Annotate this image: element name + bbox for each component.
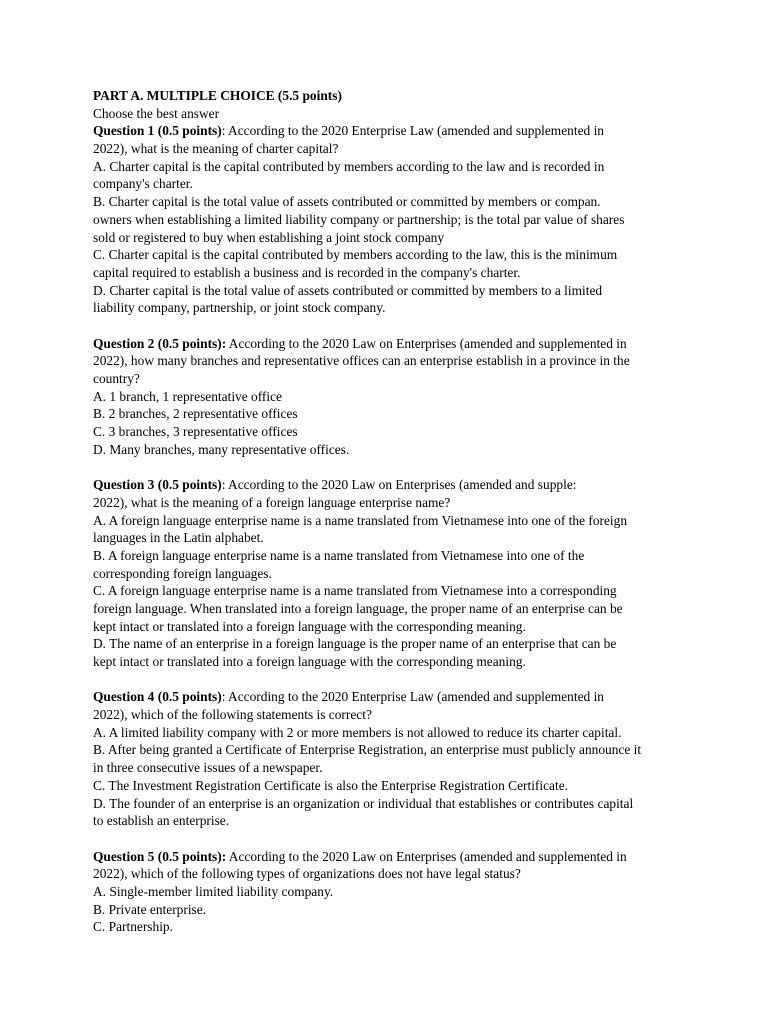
answer-option-line: foreign language. When translated into a foreign language, the proper name of an enterprise can be (93, 600, 623, 616)
question-stem-line (93, 476, 683, 494)
answer-option-line: in three consecutive issues of a newspaper. (93, 760, 323, 776)
answer-option-line: to establish an enterprise. (93, 813, 230, 829)
question-label: Question 2 (0.5 points): (93, 335, 227, 351)
question-text: : According to the 2020 Enterprise Law (amended and supplemented in (221, 123, 604, 139)
answer-option-line: C. 3 branches, 3 representative offices (93, 424, 298, 440)
question-block (93, 848, 683, 936)
question-stem-line: country? (93, 371, 140, 386)
question-spacer (93, 317, 683, 335)
answer-option-line: C. Charter capital is the capital contributed by members according to the law, this is the minimum (93, 247, 618, 263)
answer-option-line: D. Charter capital is the total value of assets contributed or committed by members to a limited (93, 282, 603, 298)
answer-option-line: liability company, partnership, or joint stock company. (93, 300, 386, 316)
answer-option-line: corresponding foreign languages. (93, 565, 272, 581)
answer-option-line: D. Many branches, many representative offices. (93, 441, 350, 457)
answer-option-line: B. Charter capital is the total value of assets contributed or committed by members or compan. (93, 194, 601, 210)
question-block (93, 476, 683, 688)
answer-option-line: A. Single-member limited liability company. (93, 883, 334, 899)
question-block (93, 122, 683, 334)
answer-option-line: B. Private enterprise. (93, 901, 207, 917)
answer-option-line: owners when establishing a limited liability company or partnership; is the total par value of shares (93, 211, 625, 227)
answer-option-line: C. Partnership. (93, 919, 173, 935)
document-page (93, 87, 683, 936)
question-spacer (93, 458, 683, 476)
question-stem-line (93, 335, 683, 353)
question-stem-line: 2022), how many branches and representative offices can an enterprise establish in a province in the (93, 353, 630, 369)
question-stem-line (93, 848, 683, 866)
answer-option-line: languages in the Latin alphabet. (93, 530, 264, 546)
question-stem-line: 2022), what is the meaning of a foreign language enterprise name? (93, 494, 451, 510)
question-text: According to the 2020 Law on Enterprises (amended and supplemented in (226, 848, 627, 864)
answer-option-line: A. Charter capital is the capital contributed by members according to the law and is recorded in (93, 158, 605, 174)
question-label: Question 5 (0.5 points): (93, 848, 227, 864)
answer-option-line: sold or registered to buy when establishing a joint stock company (93, 229, 445, 245)
question-spacer (93, 671, 683, 689)
question-text: : According to the 2020 Law on Enterprises (amended and supple: (221, 477, 577, 493)
answer-option-line: C. The Investment Registration Certificate is also the Enterprise Registration Certificate. (93, 777, 568, 793)
question-label: Question 4 (0.5 points) (93, 689, 222, 705)
question-block (93, 335, 683, 477)
question-stem-line (93, 688, 683, 706)
answer-option-line: capital required to establish a business and is recorded in the company's charter. (93, 264, 521, 280)
question-list (93, 122, 683, 936)
instruction-text: Choose the best answer (93, 105, 220, 121)
answer-option-line: kept intact or translated into a foreign language with the corresponding meaning. (93, 618, 526, 634)
question-stem-line: 2022), which of the following types of organizations does not have legal status? (93, 866, 521, 882)
answer-option-line: A. 1 branch, 1 representative office (93, 388, 282, 404)
question-label: Question 1 (0.5 points) (93, 123, 222, 139)
question-label: Question 3 (0.5 points) (93, 477, 222, 493)
question-stem-line (93, 122, 683, 140)
answer-option-line: B. A foreign language enterprise name is a name translated from Vietnamese into one of the (93, 547, 585, 563)
question-text: : According to the 2020 Enterprise Law (amended and supplemented in (221, 689, 604, 705)
answer-option-line: D. The founder of an enterprise is an organization or individual that establishes or contributes capital (93, 795, 634, 811)
answer-option-line: kept intact or translated into a foreign language with the corresponding meaning. (93, 654, 526, 669)
answer-option-line: B. After being granted a Certificate of Enterprise Registration, an enterprise must publicly announce it (93, 742, 642, 758)
answer-option-line: B. 2 branches, 2 representative offices (93, 406, 298, 422)
answer-option-line: A. A limited liability company with 2 or more members is not allowed to reduce its charter capital. (93, 724, 622, 740)
answer-option-line: C. A foreign language enterprise name is a name translated from Vietnamese into a corresponding (93, 583, 617, 599)
answer-option-line: A. A foreign language enterprise name is a name translated from Vietnamese into one of the foreign (93, 512, 628, 528)
question-text: According to the 2020 Law on Enterprises (amended and supplemented in (226, 335, 627, 351)
question-stem-line: 2022), what is the meaning of charter capital? (93, 141, 339, 157)
question-block (93, 688, 683, 847)
answer-option-line: company's charter. (93, 176, 193, 192)
question-spacer (93, 830, 683, 848)
part-heading: PART A. MULTIPLE CHOICE (5.5 points) (93, 88, 342, 103)
question-stem-line: 2022), which of the following statements is correct? (93, 707, 372, 723)
answer-option-line: D. The name of an enterprise in a foreign language is the proper name of an enterprise that can be (93, 636, 617, 652)
